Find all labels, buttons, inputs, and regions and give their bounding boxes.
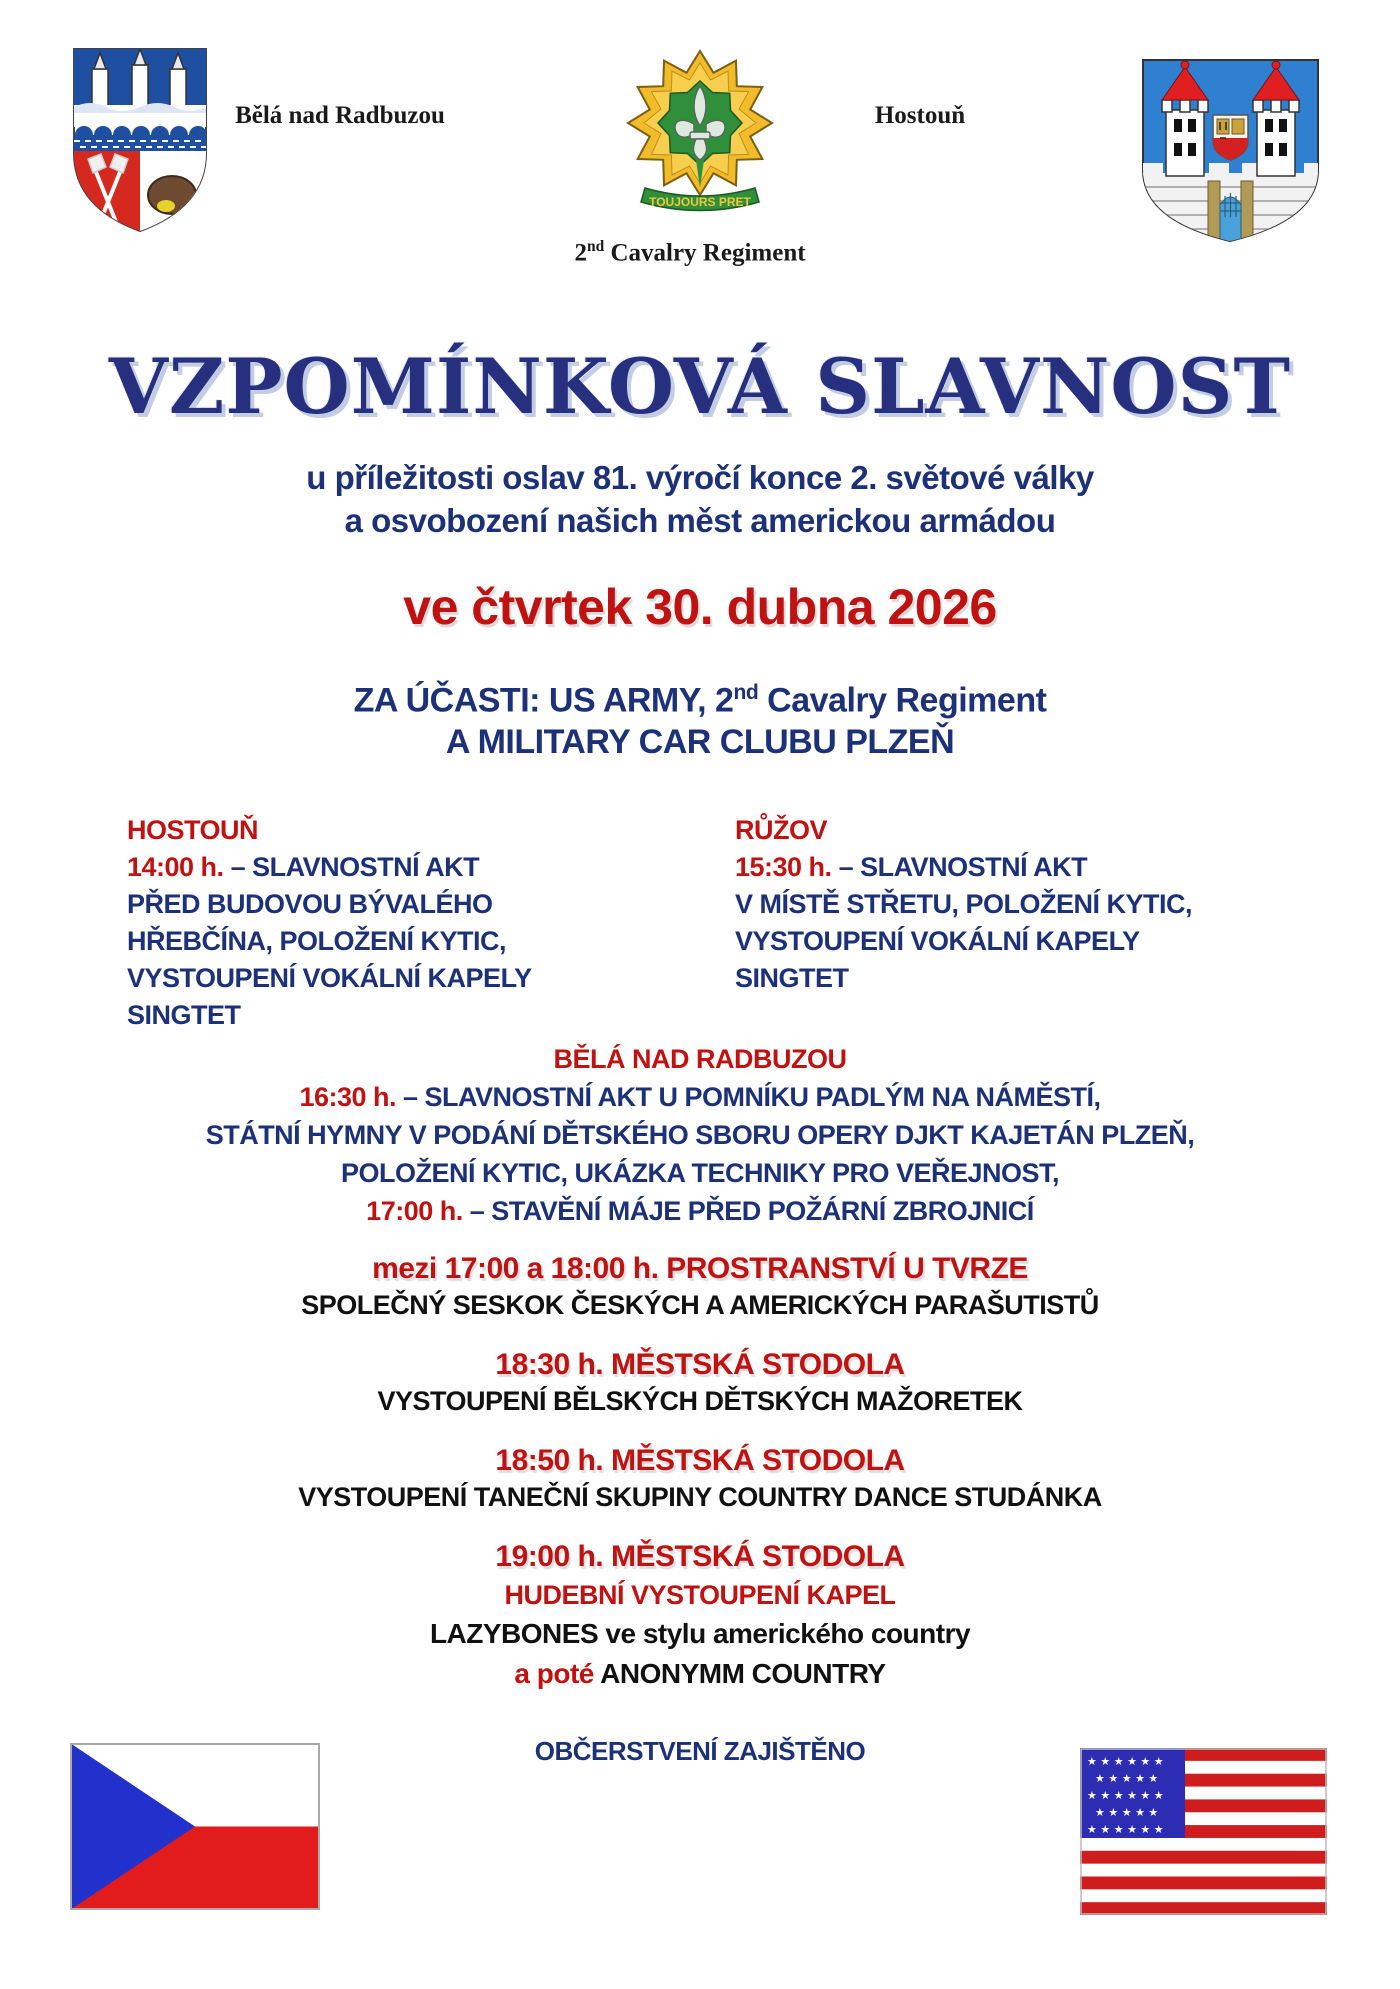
band-2-name: ANONYMM COUNTRY [600, 1658, 886, 1689]
regiment-caption-number: 2 [574, 239, 587, 267]
hostoun-line-4: VYSTOUPENÍ VOKÁLNÍ KAPELY [127, 963, 532, 993]
regiment-caption-text: Cavalry Regiment [604, 239, 806, 267]
event-4-subheading: HUDEBNÍ VYSTOUPENÍ KAPEL [504, 1580, 896, 1610]
refreshments-note: OBČERSTVENÍ ZAJIŠTĚNO [534, 1736, 866, 1766]
event-3-heading: 18:50 h. MĚSTSKÁ STODOLA [495, 1444, 905, 1477]
czech-flag-icon [70, 1743, 320, 1910]
ruzov-act: – SLAVNOSTNÍ AKT [831, 852, 1088, 882]
bela-act-1: – SLAVNOSTNÍ AKT U POMNÍKU PADLÝM NA NÁMĚSTÍ, [396, 1082, 1101, 1112]
participants-line-2: A MILITARY CAR CLUBU PLZEŇ [445, 723, 955, 762]
participants-ordinal: nd [733, 681, 759, 704]
bela-line-4 [0, 1192, 1400, 1230]
hostoun-line-1 [127, 849, 687, 886]
band-line-1 [0, 1618, 1400, 1650]
band-1-style: ve stylu amerického country [598, 1618, 971, 1649]
regiment-caption-ordinal: nd [586, 238, 605, 255]
event-2-detail: VYSTOUPENÍ BĚLSKÝCH DĚTSKÝCH MAŽORETEK [377, 1386, 1023, 1416]
ruzov-line-1 [735, 849, 1335, 886]
hostoun-line-2: PŘED BUDOVOU BÝVALÉHO [127, 889, 493, 919]
hostoun-time: 14:00 h. [127, 852, 224, 882]
bela-town-label: Bělá nad Radbuzou [235, 102, 445, 129]
bela-act-2: – STAVĚNÍ MÁJE PŘED POŽÁRNÍ ZBROJNICÍ [462, 1196, 1034, 1226]
event-2-heading: 18:30 h. MĚSTSKÁ STODOLA [495, 1348, 905, 1381]
participants-block [0, 672, 1400, 763]
bela-time-2: 17:00 h. [366, 1196, 463, 1226]
subtitle-line-2: a osvobození našich měst americkou armádou [344, 502, 1056, 539]
ruzov-heading: RŮŽOV [735, 815, 827, 845]
participants-prefix: ZA ÚČASTI: US ARMY, 2 [353, 681, 734, 720]
event-date: ve čtvrtek 30. dubna 2026 [403, 579, 997, 635]
poster-subtitle [0, 456, 1400, 542]
hostoun-act: – SLAVNOSTNÍ AKT [223, 852, 480, 882]
event-4-heading: 19:00 h. MĚSTSKÁ STODOLA [495, 1540, 905, 1573]
participants-line-1 [0, 672, 1400, 721]
ruzov-line-4: SINGTET [735, 963, 849, 993]
cavalry-regiment-insignia-icon [620, 38, 780, 223]
band-line-2 [0, 1658, 1400, 1690]
poster-title: VZPOMÍNKOVÁ SLAVNOST [108, 342, 1292, 431]
event-1-detail: SPOLEČNÝ SESKOK ČESKÝCH A AMERICKÝCH PARAŠUTISTŮ [301, 1290, 1099, 1320]
svg-text:★ ★ ★ ★ ★ ★: ★ ★ ★ ★ ★ ★ [1087, 1823, 1164, 1836]
svg-text:★ ★ ★ ★ ★ ★: ★ ★ ★ ★ ★ ★ [1087, 1789, 1164, 1802]
bela-coat-of-arms-icon [70, 45, 210, 235]
event-3-detail: VYSTOUPENÍ TANEČNÍ SKUPINY COUNTRY DANCE STUDÁNKA [298, 1482, 1102, 1512]
hostoun-coat-of-arms-icon [1138, 55, 1323, 245]
svg-text:★ ★ ★ ★ ★: ★ ★ ★ ★ ★ [1095, 1806, 1159, 1819]
svg-text:★ ★ ★ ★ ★ ★: ★ ★ ★ ★ ★ ★ [1087, 1755, 1164, 1768]
hostoun-line-3: HŘEBČÍNA, POLOŽENÍ KYTIC, [127, 926, 507, 956]
hostoun-heading: HOSTOUŇ [127, 815, 259, 845]
participants-suffix: Cavalry Regiment [758, 681, 1047, 720]
ruzov-time: 15:30 h. [735, 852, 832, 882]
bela-heading: BĚLÁ NAD RADBUZOU [553, 1044, 847, 1074]
bela-time-1: 16:30 h. [299, 1082, 397, 1112]
event-1-heading: mezi 17:00 a 18:00 h. PROSTRANSTVÍ U TVRZE [372, 1252, 1028, 1285]
band-2-prefix: a poté [514, 1658, 601, 1689]
ruzov-line-3: VYSTOUPENÍ VOKÁLNÍ KAPELY [735, 926, 1140, 956]
band-1-name: LAZYBONES [429, 1618, 599, 1649]
program-bela [0, 1040, 1400, 1230]
program-hostoun [127, 812, 687, 1034]
bela-line-1 [0, 1078, 1400, 1116]
ruzov-line-2: V MÍSTĚ STŘETU, POLOŽENÍ KYTIC, [735, 889, 1193, 919]
hostoun-town-label: Hostouň [874, 102, 966, 129]
bela-line-3: POLOŽENÍ KYTIC, UKÁZKA TECHNIKY PRO VEŘEJNOST, [340, 1158, 1060, 1188]
regiment-motto: TOUJOURS PRET [649, 195, 751, 209]
us-flag-icon [1080, 1748, 1327, 1915]
regiment-caption [450, 238, 930, 267]
program-ruzov [735, 812, 1335, 997]
hostoun-line-5: SINGTET [127, 1000, 241, 1030]
svg-text:★ ★ ★ ★ ★: ★ ★ ★ ★ ★ [1095, 1772, 1159, 1785]
bela-line-2: STÁTNÍ HYMNY V PODÁNÍ DĚTSKÉHO SBORU OPERY DJKT KAJETÁN PLZEŇ, [205, 1120, 1195, 1150]
subtitle-line-1: u příležitosti oslav 81. výročí konce 2. světové války [306, 459, 1094, 496]
